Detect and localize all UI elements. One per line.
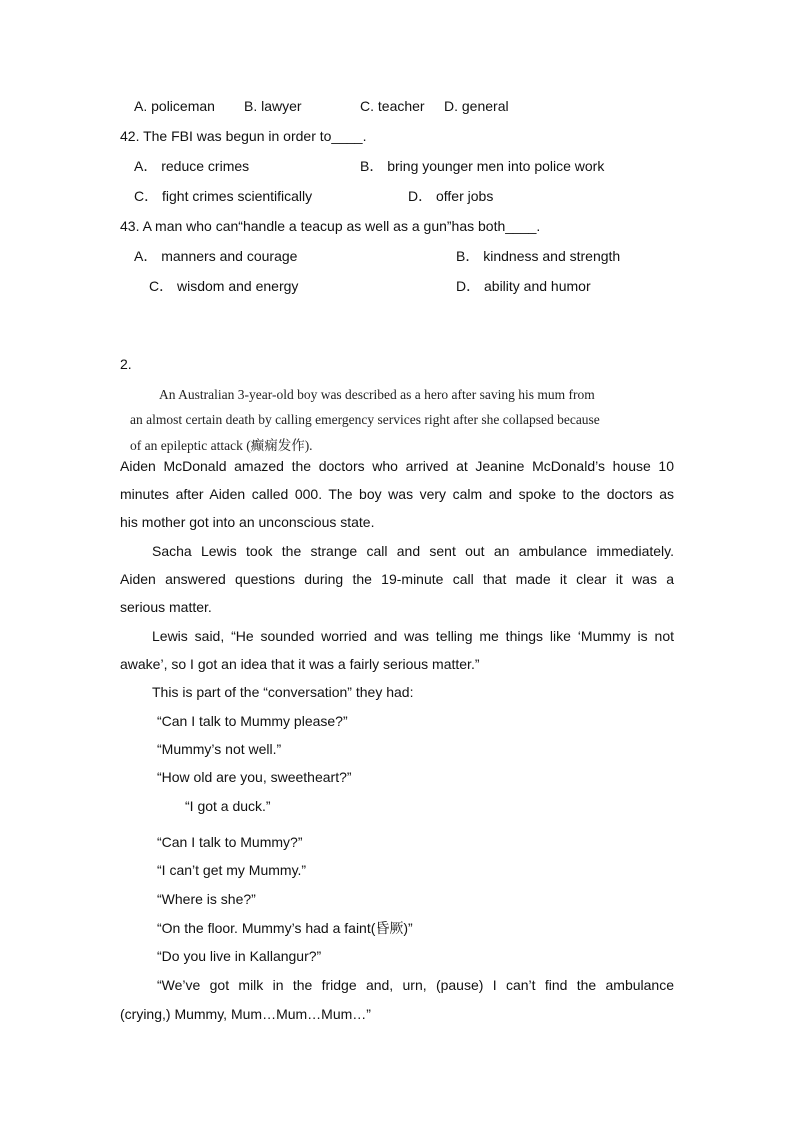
passage-intro-line: an almost certain death by calling emergency services right after she collapsed because — [130, 412, 600, 427]
q41-option-a: A. policeman — [134, 98, 215, 114]
passage-paragraph-line: minutes after Aiden called 000. The boy was very calm and spoke to the doctors as — [120, 486, 674, 502]
q42-option-b: B． bring younger men into police work — [360, 158, 605, 174]
q41-option-d: D. general — [444, 98, 509, 114]
passage-paragraph-line: Aiden answered questions during the 19-minute call that made it clear it was a — [120, 571, 674, 587]
dialogue-line: “Can I talk to Mummy please?” — [157, 713, 348, 729]
q43-option-d: D． ability and humor — [456, 278, 591, 294]
dialogue-line: “On the floor. Mummy’s had a faint(昏厥)” — [157, 920, 413, 936]
q42-option-c: C． fight crimes scientifically — [134, 188, 313, 204]
passage-paragraph-line: Lewis said, “He sounded worried and was telling me things like ‘Mummy is not — [152, 628, 674, 644]
q42-option-d: D． offer jobs — [408, 188, 494, 204]
dialogue-line: “Mummy’s not well.” — [157, 741, 282, 757]
dialogue-line: “I can’t get my Mummy.” — [157, 862, 307, 878]
dialogue-line: “Can I talk to Mummy?” — [157, 834, 303, 850]
q42-stem: 42. The FBI was begun in order to____. — [120, 128, 367, 144]
dialogue-line: “I got a duck.” — [185, 798, 271, 814]
q43-option-b: B． kindness and strength — [456, 248, 621, 264]
passage-paragraph-line: awake’, so I got an idea that it was a fairly serious matter.” — [120, 656, 480, 672]
dialogue-line: “How old are you, sweetheart?” — [157, 769, 352, 785]
q42-option-a: A． reduce crimes — [134, 158, 250, 174]
q43-option-a: A． manners and courage — [134, 248, 298, 264]
passage-paragraph-line: Aiden McDonald amazed the doctors who arrived at Jeanine McDonald’s house 10 — [120, 458, 674, 474]
passage-intro-line: An Australian 3-year-old boy was described as a hero after saving his mum from — [159, 387, 595, 402]
q41-option-b: B. lawyer — [244, 98, 302, 114]
passage-paragraph-line: This is part of the “conversation” they had: — [152, 684, 414, 700]
q41-option-c: C. teacher — [360, 98, 425, 114]
q43-stem: 43. A man who can“handle a teacup as well as a gun”has both____. — [120, 218, 541, 234]
dialogue-line: (crying,) Mummy, Mum…Mum…Mum…” — [120, 1006, 371, 1022]
passage-paragraph-line: his mother got into an unconscious state. — [120, 514, 375, 530]
dialogue-line: “Where is she?” — [157, 891, 256, 907]
section-number: 2. — [120, 356, 132, 372]
passage-paragraph-line: serious matter. — [120, 599, 212, 615]
dialogue-line: “We’ve got milk in the fridge and, urn, (pause) I can’t find the ambulance — [157, 977, 674, 993]
passage-intro-line: of an epileptic attack (癫痫发作). — [130, 438, 313, 453]
q43-option-c: C． wisdom and energy — [149, 278, 299, 294]
dialogue-line: “Do you live in Kallangur?” — [157, 948, 322, 964]
passage-paragraph-line: Sacha Lewis took the strange call and sent out an ambulance immediately. — [152, 543, 674, 559]
